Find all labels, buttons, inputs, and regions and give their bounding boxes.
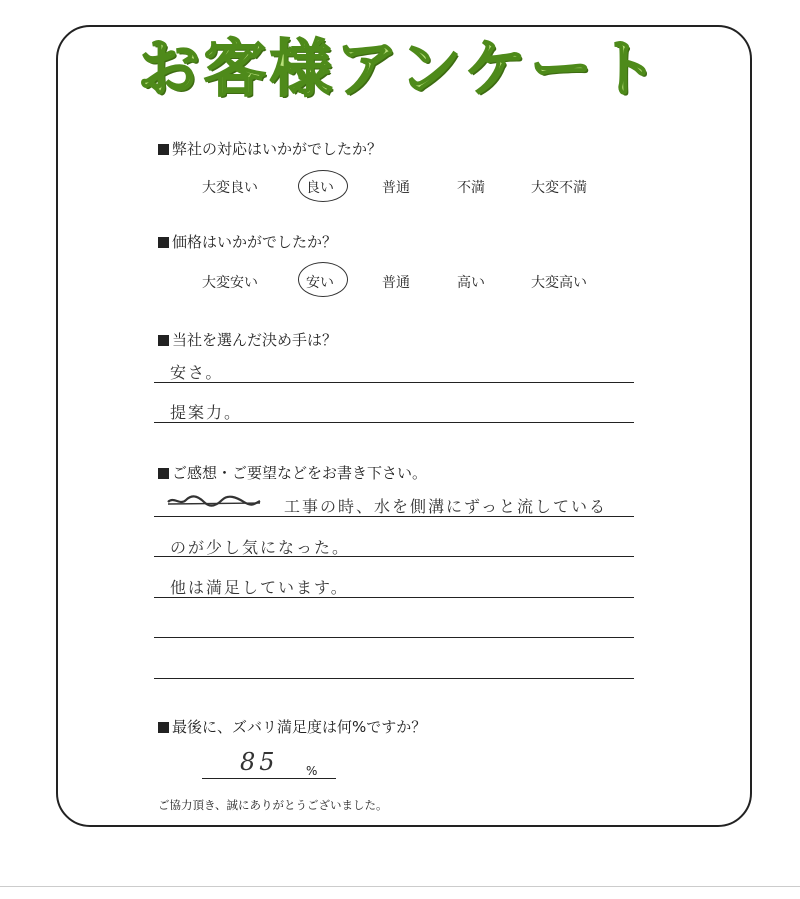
page-title: お客様アンケート bbox=[137, 32, 663, 105]
crossed-out-scribble bbox=[166, 494, 262, 508]
question-decision bbox=[158, 329, 337, 350]
answer-line bbox=[154, 597, 634, 598]
answer-line bbox=[154, 382, 634, 383]
question-decision-text: 当社を選んだ決め手は？ bbox=[172, 331, 338, 349]
answer-line bbox=[154, 422, 634, 423]
comment-answer-1: 工事の時、水を側溝にずっと流している bbox=[284, 497, 608, 516]
question-price bbox=[158, 231, 337, 252]
answer-line bbox=[154, 516, 634, 517]
square-bullet-icon bbox=[158, 722, 169, 733]
service-option-average[interactable]: 普通 bbox=[382, 180, 410, 196]
decision-answer-1: 安さ。 bbox=[170, 363, 224, 382]
thanks-message: ご協力頂き、誠にありがとうございました。 bbox=[158, 798, 388, 812]
question-service bbox=[158, 138, 382, 159]
selected-circle-mark bbox=[298, 262, 348, 297]
service-option-dissatisfied[interactable]: 不満 bbox=[457, 180, 485, 196]
question-comments-text: ご感想・ご要望などをお書き下さい。 bbox=[172, 464, 428, 482]
service-option-very-good[interactable]: 大変良い bbox=[202, 180, 258, 196]
price-option-average[interactable]: 普通 bbox=[382, 275, 410, 291]
service-option-very-dissatisfied[interactable]: 大変不満 bbox=[531, 180, 587, 196]
square-bullet-icon bbox=[158, 237, 169, 248]
satisfaction-value: 85 bbox=[240, 748, 279, 776]
price-option-very-cheap[interactable]: 大変安い bbox=[202, 275, 258, 291]
satisfaction-unit: % bbox=[306, 764, 318, 778]
price-option-very-expensive[interactable]: 大変高い bbox=[531, 275, 587, 291]
service-option-good[interactable]: 良い bbox=[306, 180, 334, 196]
answer-line bbox=[154, 637, 634, 638]
question-service-text: 弊社の対応はいかがでしたか？ bbox=[172, 140, 383, 158]
question-satisfaction-text: 最後に、ズバリ満足度は何%ですか？ bbox=[172, 718, 427, 736]
comment-answer-3: 他は満足しています。 bbox=[170, 578, 349, 597]
answer-line bbox=[154, 678, 634, 679]
comment-answer-2: のが少し気になった。 bbox=[170, 538, 351, 557]
divider bbox=[0, 886, 800, 887]
question-price-text: 価格はいかがでしたか？ bbox=[172, 233, 338, 251]
answer-line bbox=[154, 556, 634, 557]
selected-circle-mark bbox=[298, 170, 348, 202]
price-option-expensive[interactable]: 高い bbox=[457, 275, 485, 291]
square-bullet-icon bbox=[158, 335, 169, 346]
decision-answer-2: 提案力。 bbox=[170, 403, 243, 422]
question-comments bbox=[158, 462, 427, 483]
square-bullet-icon bbox=[158, 144, 169, 155]
price-option-cheap[interactable]: 安い bbox=[306, 275, 334, 291]
question-satisfaction bbox=[158, 716, 426, 737]
satisfaction-line bbox=[202, 778, 336, 779]
square-bullet-icon bbox=[158, 468, 169, 479]
